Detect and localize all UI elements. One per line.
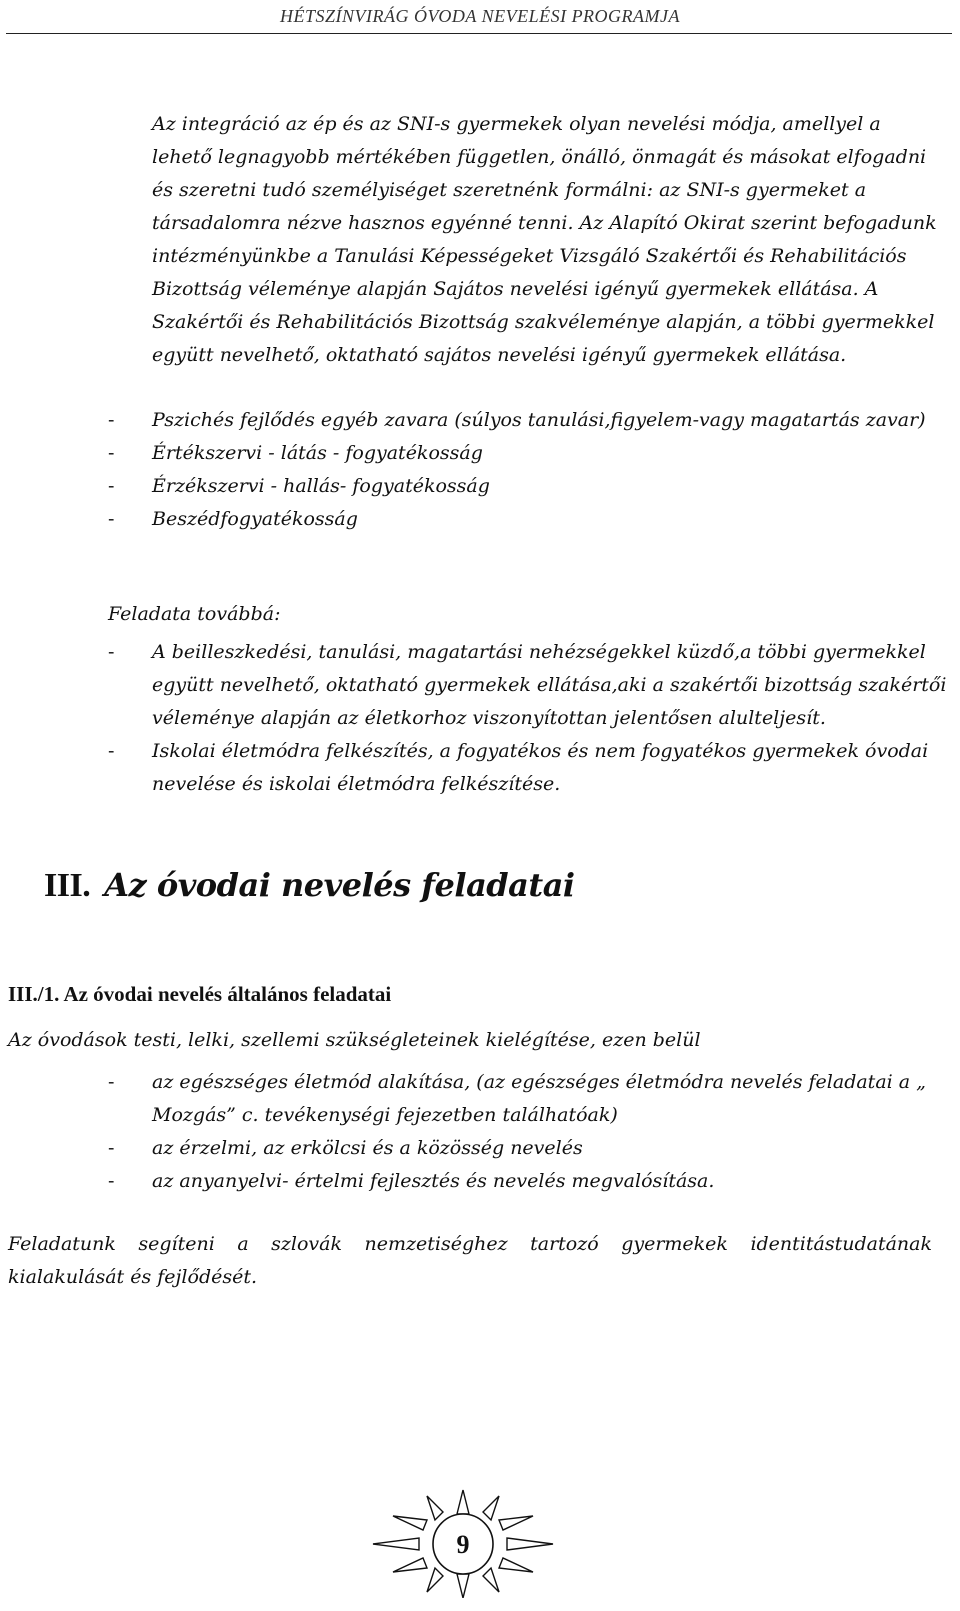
dash-marker: - [108, 475, 115, 497]
intro-paragraph [152, 108, 942, 372]
section-number: III. [44, 867, 91, 904]
list-item [108, 437, 948, 470]
list-item [108, 735, 948, 801]
page-number: 9 [456, 1530, 470, 1559]
section-heading [44, 866, 575, 905]
dash-marker: - [108, 409, 115, 431]
dash-marker: - [108, 442, 115, 464]
list-item-text: az anyanyelvi- értelmi fejlesztés és nevelés megvalósítása. [152, 1170, 715, 1192]
general-intro: Az óvodások testi, lelki, szellemi szükségleteinek kielégítése, ezen belül [8, 1029, 701, 1051]
feladata-label: Feladata továbbá: [108, 603, 281, 625]
section-title: Az óvodai nevelés feladatai [104, 866, 575, 904]
list-item-text: az érzelmi, az erkölcsi és a közösség nevelés [152, 1137, 583, 1159]
page-header: HÉTSZÍNVIRÁG ÓVODA NEVELÉSI PROGRAMJA [279, 6, 681, 26]
list-item [108, 503, 948, 536]
list-item [108, 1165, 948, 1198]
final-text: Feladatunk segíteni a szlovák nemzetiséghez tartozó gyermekek identitástudatának kialakulását és fejlődését. [8, 1233, 932, 1288]
list-item-text: Pszichés fejlődés egyéb zavara (súlyos tanulási,figyelem-vagy magatartás zavar) [152, 409, 926, 431]
dash-marker: - [108, 1170, 115, 1192]
list-item-text: Beszédfogyatékosság [152, 508, 358, 530]
list-item [108, 404, 948, 437]
subsection-heading: III./1. Az óvodai nevelés általános feladatai [8, 982, 392, 1006]
list-item-text: A beilleszkedési, tanulási, magatartási nehézségekkel küzdő,a többi gyermekkel együtt nevelhető, oktatható gyermekek ellátása,aki a szakértői bizottság szakértői véleménye alapján az életkorhoz viszonyítottan jelentősen alulteljesít. [152, 641, 947, 729]
header-rule [6, 33, 952, 34]
list-item [108, 636, 948, 735]
dash-marker: - [108, 740, 115, 762]
list-item-text: Iskolai életmódra felkészítés, a fogyatékos és nem fogyatékos gyermekek óvodai nevelése és iskolai életmódra felkészítése. [152, 740, 929, 795]
list-item-text: Értékszervi - látás - fogyatékosság [152, 442, 483, 464]
list-item [108, 1066, 948, 1132]
list-item [108, 470, 948, 503]
dash-marker: - [108, 1071, 115, 1093]
final-paragraph [8, 1228, 932, 1294]
list-item [108, 1132, 948, 1165]
intro-text: Az integráció az ép és az SNI-s gyermekek olyan nevelési módja, amellyel a lehető legnagyobb mértékében független, önálló, önmagát és másokat elfogadni és szeretni tudó személyiséget szeretnénk formálni: az SNI-s gyermeket a társadalomra nézve hasznos egyénné tenni. Az Alapító Okirat szerint befogadunk intézményünkbe a Tanulási Képességeket Vizsgáló Szakértői és Rehabilitációs Bizottság véleménye alapján Sajátos nevelési igényű gyermekek ellátása. A Szakértői és Rehabilitációs Bizottság szakvéleménye alapján, a többi gyermekkel együtt nevelhető, oktatható sajátos nevelési igényű gyermekek ellátása. [152, 113, 937, 366]
sun-icon [371, 1486, 555, 1598]
list-item-text: az egészséges életmód alakítása, (az egészséges életmódra nevelés feladatai a „ Mozgás” c. tevékenységi fejezetben találhatóak) [152, 1071, 926, 1126]
dash-marker: - [108, 1137, 115, 1159]
dash-marker: - [108, 641, 115, 663]
list-item-text: Érzékszervi - hallás- fogyatékosság [152, 475, 490, 497]
dash-marker: - [108, 508, 115, 530]
